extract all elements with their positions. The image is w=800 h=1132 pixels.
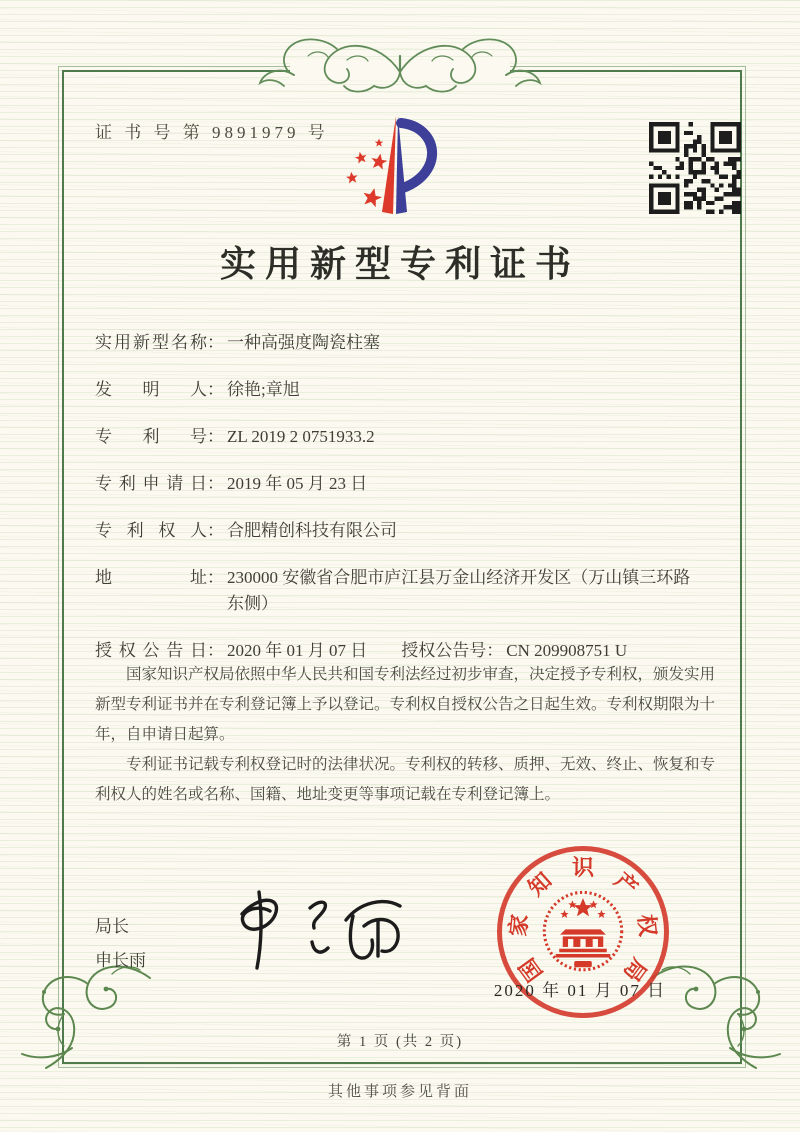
colon: ： [207, 568, 224, 587]
colon: ： [207, 427, 224, 446]
field-value: 230000 安徽省合肥市庐江县万金山经济开发区（万山镇三环路东侧） [227, 568, 691, 613]
colon: ： [207, 380, 224, 399]
field-value: 一种高强度陶瓷柱塞 [227, 333, 380, 352]
colon: ： [207, 474, 224, 493]
field-label: 发明人 [95, 380, 207, 399]
seal-char: 权 [633, 912, 661, 938]
top-flourish-ornament [252, 30, 548, 106]
field-label: 授权公告号 [401, 641, 487, 660]
colon: ： [207, 641, 224, 660]
field-row-name [95, 330, 720, 356]
certificate-fields [95, 330, 720, 685]
director-block [95, 910, 146, 978]
field-label: 授权公告日 [95, 641, 207, 660]
director-title: 局长 [95, 917, 129, 936]
qr-code-icon [649, 122, 741, 214]
field-row-address [95, 565, 720, 617]
field-label: 实用新型名称 [95, 333, 207, 352]
seal-char: 知 [523, 867, 557, 901]
certificate-number: 证 书 号 第 9891979 号 [95, 123, 329, 142]
signature-shen-changyu-icon [212, 884, 422, 984]
seal-char: 识 [571, 855, 594, 880]
seal-char: 局 [618, 953, 652, 987]
field-row-inventors [95, 377, 720, 403]
legal-paragraph-2: 专利证书记载专利权登记时的法律状况。专利权的转移、质押、无效、终止、恢复和专利权人的姓名或名称、国籍、地址变更等事项记载在专利登记簿上。 [95, 756, 716, 803]
page-number: 第 1 页 (共 2 页) [336, 1034, 464, 1050]
colon: ： [207, 521, 224, 540]
field-value: 徐艳;章旭 [227, 380, 300, 399]
legal-paragraph-1: 国家知识产权局依照中华人民共和国专利法经过初步审查，决定授予专利权，颁发实用新型专利证书并在专利登记簿上予以登记。专利权自授权公告之日起生效。专利权期限为十年，自申请日起算。 [95, 666, 716, 743]
field-value: 2019 年 05 月 23 日 [227, 474, 368, 493]
cnipa-logo-icon [343, 110, 455, 222]
seal-char: 国 [514, 953, 548, 987]
back-side-note: 其他事项参见背面 [327, 1084, 472, 1100]
director-name: 申长雨 [95, 951, 146, 970]
certificate-title: 实用新型专利证书 [219, 244, 580, 284]
colon: ： [207, 333, 224, 352]
field-value: 合肥精创科技有限公司 [227, 521, 397, 540]
field-row-patentee [95, 518, 720, 544]
field-row-patent-number [95, 424, 720, 450]
national-emblem-icon [539, 885, 627, 979]
legal-text [95, 660, 717, 810]
field-value: ZL 2019 2 0751933.2 [227, 427, 375, 446]
seal-char: 产 [609, 867, 643, 901]
field-label: 专利权人 [95, 521, 207, 540]
seal-char: 家 [505, 913, 533, 938]
seal-date: 2020 年 01 月 07 日 [493, 981, 667, 1000]
field-label: 专利号 [95, 427, 207, 446]
field-row-filing-date [95, 471, 720, 497]
field-value: 2020 年 01 月 07 日 [227, 641, 368, 660]
field-value: CN 209908751 U [506, 641, 628, 660]
colon: ： [486, 641, 504, 660]
field-label: 专利申请日 [95, 474, 207, 493]
field-label: 地址 [95, 568, 207, 587]
